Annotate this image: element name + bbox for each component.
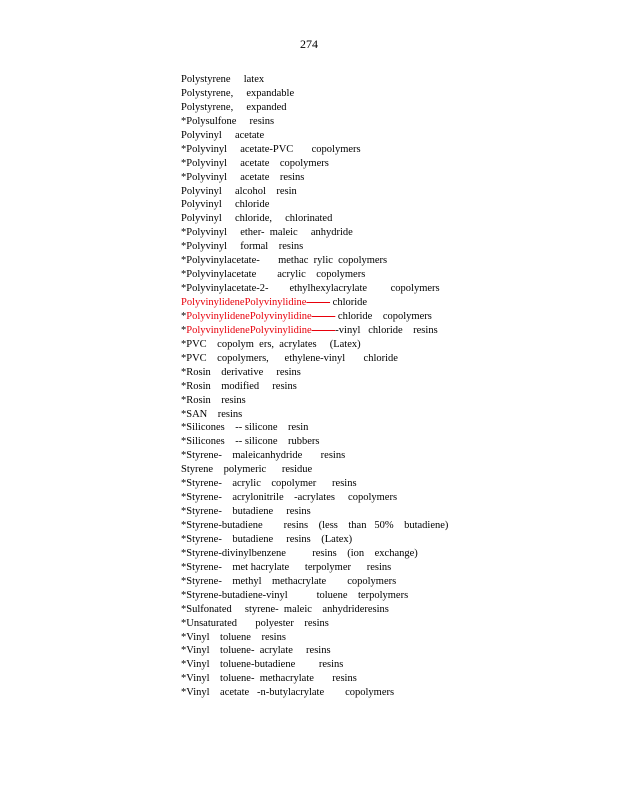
list-item	[181, 185, 448, 199]
list-item	[181, 296, 448, 310]
list-item	[181, 282, 448, 296]
entry-text: *	[181, 310, 187, 322]
entry-text: *Vinyl toluene- acrylate resins	[181, 645, 331, 657]
inserted-revision-text: PolyvinylidenePolyvinylidine	[186, 310, 312, 322]
list-item	[181, 421, 448, 435]
list-item	[181, 171, 448, 185]
entry-text: *Sulfonated styrene- maleic anhydrideresins	[181, 603, 389, 615]
list-item	[181, 115, 448, 129]
entry-text: Polystyrene, expanded	[181, 101, 287, 113]
inserted-revision-text: PolyvinylidenePolyvinylidine	[181, 297, 307, 308]
entry-text: *Polyvinyl acetate-PVC copolymers	[181, 143, 361, 155]
list-item	[181, 561, 448, 575]
list-item	[181, 589, 448, 603]
list-item	[181, 87, 448, 101]
entry-text: Polystyrene, expandable	[181, 87, 295, 99]
list-item	[181, 198, 448, 212]
list-item	[181, 394, 448, 408]
entry-text: *Polyvinylacetate acrylic copolymers	[181, 269, 366, 281]
entry-text: *Styrene- butadiene resins (Latex)	[181, 533, 353, 545]
list-item	[181, 449, 448, 463]
entry-text: *Silicones -- silicone rubbers	[181, 436, 320, 448]
entry-text: chloride	[330, 297, 368, 308]
list-item	[181, 603, 448, 617]
entry-text: -vinyl chloride resins	[335, 324, 438, 336]
list-item	[181, 519, 448, 533]
list-item	[181, 658, 448, 672]
list-item	[181, 491, 448, 505]
entry-text: *Rosin modified resins	[181, 380, 297, 392]
entry-text: *Styrene- methyl methacrylate copolymers	[181, 575, 397, 587]
entry-text: *Polyvinyl ether- maleic anhydride	[181, 227, 353, 239]
entry-text: *Styrene-butadiene resins (less than 50% butadiene)	[181, 520, 449, 531]
entry-text: *Styrene- met hacrylate terpolymer resins	[181, 561, 392, 573]
entry-text: *Vinyl toluene resins	[181, 631, 286, 643]
list-item	[181, 212, 448, 226]
list-item	[181, 575, 448, 589]
entry-text: *Vinyl toluene- methacrylate resins	[181, 673, 357, 685]
list-item	[181, 533, 448, 547]
entry-text: *PVC copolymers, ethylene-vinyl chloride	[181, 352, 398, 364]
entry-text: Polyvinyl chloride, chlorinated	[181, 213, 333, 225]
entry-text: *Styrene- acrylonitrile -acrylates copolymers	[181, 492, 398, 504]
list-item	[181, 672, 448, 686]
entry-text: Polyvinyl acetate	[181, 129, 265, 141]
entry-text: *Polyvinylacetate- methac rylic copolymers	[181, 255, 388, 267]
list-item	[181, 408, 448, 422]
list-item	[181, 352, 448, 366]
list-item	[181, 73, 448, 87]
inserted-revision-text: PolyvinylidenePolyvinylidine	[186, 324, 312, 336]
list-item	[181, 324, 448, 338]
list-item	[181, 380, 448, 394]
entry-text: Polyvinyl alcohol resin	[181, 185, 297, 197]
entry-text: *Styrene- maleicanhydride resins	[181, 450, 346, 462]
entry-text: *Vinyl toluene-butadiene resins	[181, 659, 344, 671]
entry-text: *SAN resins	[181, 408, 243, 420]
entry-text: *Vinyl acetate -n-butylacrylate copolymers	[181, 687, 395, 699]
list-item	[181, 477, 448, 491]
page-number: 274	[300, 37, 318, 51]
deleted-revision-text	[312, 311, 336, 322]
deleted-revision-text	[312, 325, 336, 336]
list-item	[181, 268, 448, 282]
list-item	[181, 617, 448, 631]
resin-entry-list	[181, 73, 448, 700]
entry-text: *Polysulfone resins	[181, 115, 275, 127]
entry-text: *Rosin derivative resins	[181, 366, 301, 378]
list-item	[181, 129, 448, 143]
entry-text: *Styrene-butadiene-vinyl toluene terpolymers	[181, 589, 409, 601]
list-item	[181, 631, 448, 645]
list-item	[181, 143, 448, 157]
list-item	[181, 157, 448, 171]
list-item	[181, 505, 448, 519]
list-item	[181, 686, 448, 700]
entry-text: *PVC copolym ers, acrylates (Latex)	[181, 338, 361, 350]
entry-text: *Polyvinyl acetate copolymers	[181, 157, 329, 169]
list-item	[181, 644, 448, 658]
entry-text: *Styrene- butadiene resins	[181, 506, 311, 518]
entry-text: *	[181, 324, 187, 336]
entry-text: *Styrene- acrylic copolymer resins	[181, 478, 357, 490]
list-item	[181, 240, 448, 254]
list-item	[181, 226, 448, 240]
deleted-revision-text	[306, 297, 330, 308]
entry-text: Styrene polymeric residue	[181, 464, 313, 476]
list-item	[181, 338, 448, 352]
entry-text: *Unsaturated polyester resins	[181, 617, 329, 629]
list-item	[181, 435, 448, 449]
entry-text: *Silicones -- silicone resin	[181, 422, 309, 434]
entry-text: Polyvinyl chloride	[181, 199, 270, 211]
entry-text: *Polyvinyl acetate resins	[181, 171, 305, 183]
entry-text: *Polyvinylacetate-2- ethylhexylacrylate copolymers	[181, 283, 440, 295]
list-item	[181, 463, 448, 477]
entry-text: Polystyrene latex	[181, 74, 265, 85]
list-item	[181, 101, 448, 115]
list-item	[181, 547, 448, 561]
entry-text: *Polyvinyl formal resins	[181, 241, 304, 253]
entry-text: *Rosin resins	[181, 394, 246, 406]
list-item	[181, 254, 448, 268]
entry-text: chloride copolymers	[335, 310, 432, 322]
list-item	[181, 310, 448, 324]
entry-text: *Styrene-divinylbenzene resins (ion exchange)	[181, 547, 418, 559]
list-item	[181, 366, 448, 380]
